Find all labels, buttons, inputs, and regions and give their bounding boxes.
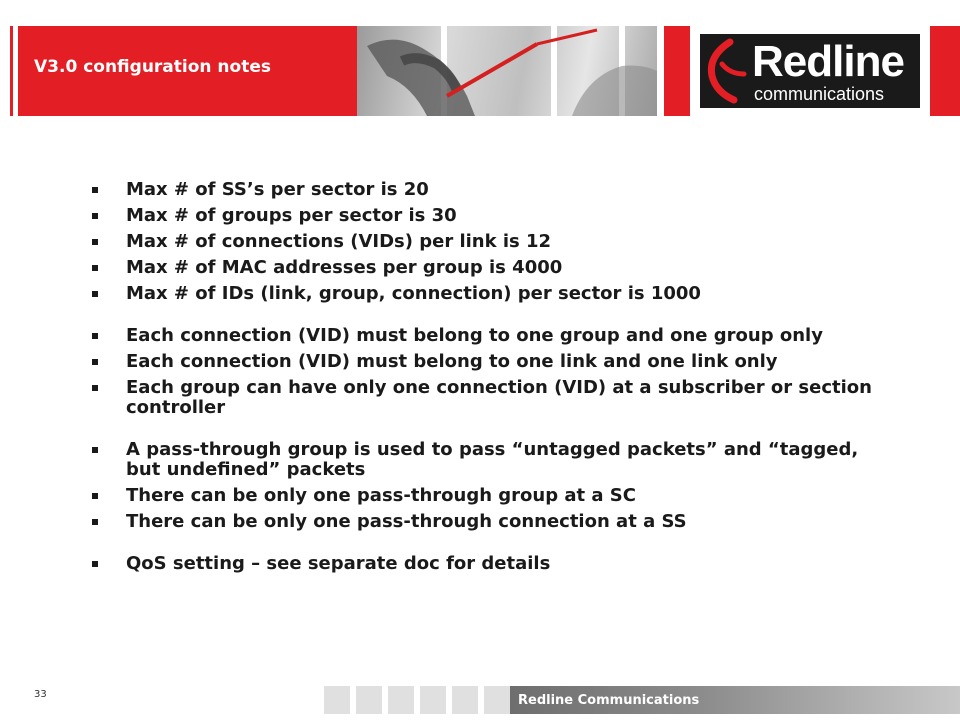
bullet-icon xyxy=(92,213,98,219)
list-item: There can be only one pass-through connection at a SS xyxy=(92,512,892,532)
list-item: Each connection (VID) must belong to one link and one link only xyxy=(92,352,892,372)
bullet-icon xyxy=(92,385,98,391)
bullet-icon xyxy=(92,265,98,271)
footer-block xyxy=(420,686,446,714)
logo-subtitle: communications xyxy=(754,84,885,104)
logo-wordmark: Redline xyxy=(752,37,904,86)
footer-block xyxy=(324,686,350,714)
header-red-band-mid xyxy=(664,26,690,116)
header-accent-tick xyxy=(10,26,13,116)
footer-bar xyxy=(510,686,960,714)
redline-logo xyxy=(696,30,924,112)
footer-block xyxy=(356,686,382,714)
list-item: There can be only one pass-through group at a SC xyxy=(92,486,892,506)
footer-block xyxy=(484,686,510,714)
bullet-icon xyxy=(92,359,98,365)
bullet-icon xyxy=(92,333,98,339)
notes-list xyxy=(92,180,892,580)
page-number: 33 xyxy=(34,689,47,700)
list-item: Max # of connections (VIDs) per link is 12 xyxy=(92,232,892,252)
header-photo xyxy=(357,26,657,116)
list-item: Each connection (VID) must belong to one group and one group only xyxy=(92,326,892,346)
footer-block xyxy=(388,686,414,714)
list-item: A pass-through group is used to pass “untagged packets” and “tagged, but undefined” packets xyxy=(92,440,892,480)
bullet-icon xyxy=(92,493,98,499)
bullet-icon xyxy=(92,291,98,297)
bullet-icon xyxy=(92,519,98,525)
list-item: Max # of SS’s per sector is 20 xyxy=(92,180,892,200)
bullet-icon xyxy=(92,561,98,567)
list-item: Max # of MAC addresses per group is 4000 xyxy=(92,258,892,278)
footer-company: Redline Communications xyxy=(518,693,700,708)
bullet-icon xyxy=(92,447,98,453)
header-red-band-right xyxy=(930,26,960,116)
slide-title: V3.0 configuration notes xyxy=(34,57,271,77)
bullet-icon xyxy=(92,187,98,193)
bullet-icon xyxy=(92,239,98,245)
photo-figure-image xyxy=(357,26,657,116)
list-item: Each group can have only one connection (VID) at a subscriber or section controller xyxy=(92,378,892,418)
list-item: QoS setting – see separate doc for details xyxy=(92,554,892,574)
logo-swoosh-icon xyxy=(700,34,752,108)
list-item: Max # of groups per sector is 30 xyxy=(92,206,892,226)
list-item: Max # of IDs (link, group, connection) per sector is 1000 xyxy=(92,284,892,304)
footer-block xyxy=(452,686,478,714)
